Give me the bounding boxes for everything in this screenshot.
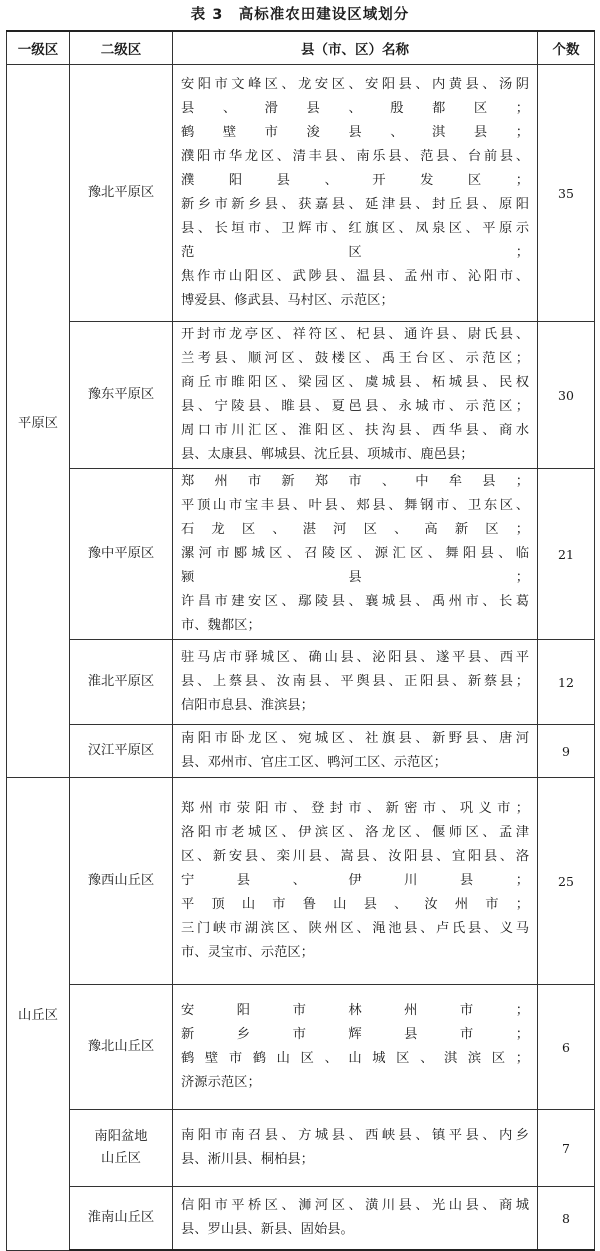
county-list-line: 县、罗山县、新县、固始县。 bbox=[181, 1222, 354, 1237]
county-list-line: 济源示范区； bbox=[181, 1075, 261, 1090]
table-row bbox=[7, 985, 595, 1110]
county-list-line: 郑州市新郑市、中牟县； bbox=[181, 474, 529, 489]
county-list-line: 县、邓州市、官庄工区、鸭河工区、示范区； bbox=[181, 755, 447, 770]
table-body bbox=[7, 65, 595, 1251]
header-count: 个数 bbox=[538, 31, 595, 65]
county-list-cell bbox=[173, 778, 538, 985]
table-row bbox=[7, 322, 595, 469]
table-row bbox=[7, 725, 595, 778]
county-list-line: 市、魏都区； bbox=[181, 618, 261, 633]
county-list-line: 区、新安县、栾川县、嵩县、汝阳县、宜阳县、洛 bbox=[181, 849, 529, 864]
count-cell: 25 bbox=[538, 778, 595, 985]
county-list-cell bbox=[173, 725, 538, 778]
header-row bbox=[7, 31, 595, 65]
county-list-line: 宁县、伊川县； bbox=[181, 873, 529, 888]
county-list-line: 信阳市息县、淮滨县； bbox=[181, 698, 314, 713]
level2-region-cell: 豫东平原区 bbox=[70, 322, 173, 469]
table-row bbox=[7, 469, 595, 640]
county-list-line: 南阳市南召县、方城县、西峡县、镇平县、内乡 bbox=[181, 1128, 529, 1143]
county-list-line: 驻马店市驿城区、确山县、泌阳县、遂平县、西平 bbox=[181, 650, 529, 665]
level1-region-cell: 平原区 bbox=[7, 65, 70, 778]
region-table bbox=[6, 30, 595, 1251]
table-row bbox=[7, 65, 595, 322]
county-list-line: 信阳市平桥区、浉河区、潢川县、光山县、商城 bbox=[181, 1198, 529, 1213]
count-cell: 9 bbox=[538, 725, 595, 778]
count-cell: 21 bbox=[538, 469, 595, 640]
county-list-line: 周口市川汇区、淮阳区、扶沟县、西华县、商水 bbox=[181, 423, 529, 438]
county-list-cell bbox=[173, 1187, 538, 1251]
county-list-line: 石龙区、湛河区、高新区； bbox=[181, 522, 529, 537]
county-list-line: 县、太康县、郸城县、沈丘县、项城市、鹿邑县； bbox=[181, 447, 474, 462]
county-list-line: 兰考县、顺河区、鼓楼区、禹王台区、示范区； bbox=[181, 351, 529, 366]
county-list-cell bbox=[173, 640, 538, 725]
county-list-line: 安阳市林州市； bbox=[181, 1003, 529, 1018]
county-list-line: 市、灵宝市、示范区； bbox=[181, 945, 314, 960]
county-list-line: 博爱县、修武县、马村区、示范区； bbox=[181, 293, 394, 308]
county-list-cell bbox=[173, 65, 538, 322]
level2-region-cell: 豫西山丘区 bbox=[70, 778, 173, 985]
header-county-names: 县（市、区）名称 bbox=[173, 31, 538, 65]
county-list-line: 南阳市卧龙区、宛城区、社旗县、新野县、唐河 bbox=[181, 731, 529, 746]
county-list-line: 新乡市新乡县、获嘉县、延津县、封丘县、原阳 bbox=[181, 197, 529, 212]
county-list-line: 漯河市郾城区、召陵区、源汇区、舞阳县、临 bbox=[181, 546, 529, 561]
level2-region-cell: 豫北山丘区 bbox=[70, 985, 173, 1110]
county-list-cell bbox=[173, 1110, 538, 1187]
table-caption: 表 3 高标准农田建设区域划分 bbox=[190, 7, 410, 23]
county-list-line: 商丘市睢阳区、梁园区、虞城县、柘城县、民权 bbox=[181, 375, 529, 390]
level2-region-name-line: 南阳盆地 bbox=[94, 1129, 148, 1144]
count-cell: 12 bbox=[538, 640, 595, 725]
level2-region-cell: 豫北平原区 bbox=[70, 65, 173, 322]
county-list-line: 新乡市辉县市； bbox=[181, 1027, 529, 1042]
level2-region-cell bbox=[70, 1110, 173, 1187]
table-row bbox=[7, 1110, 595, 1187]
county-list-line: 鹤壁市鹤山区、山城区、淇滨区； bbox=[181, 1051, 529, 1066]
county-list-line: 许昌市建安区、鄢陵县、襄城县、禹州市、长葛 bbox=[181, 594, 529, 609]
county-list-line: 濮阳市华龙区、清丰县、南乐县、范县、台前县、 bbox=[181, 149, 529, 164]
level2-region-name-line: 山丘区 bbox=[101, 1151, 141, 1166]
count-cell: 7 bbox=[538, 1110, 595, 1187]
count-cell: 30 bbox=[538, 322, 595, 469]
county-list-line: 洛阳市老城区、伊滨区、洛龙区、偃师区、孟津 bbox=[181, 825, 529, 840]
level2-region-cell: 淮南山丘区 bbox=[70, 1187, 173, 1251]
county-list-cell bbox=[173, 469, 538, 640]
level2-region-cell: 淮北平原区 bbox=[70, 640, 173, 725]
level2-region-cell: 汉江平原区 bbox=[70, 725, 173, 778]
county-list-line: 范区； bbox=[181, 245, 529, 260]
county-list-line: 郑州市荥阳市、登封市、新密市、巩义市； bbox=[181, 801, 529, 816]
county-list-line: 鹤壁市浚县、淇县； bbox=[181, 125, 529, 140]
county-list-line: 平顶山市鲁山县、汝州市； bbox=[181, 897, 529, 912]
table-row bbox=[7, 778, 595, 985]
table-row bbox=[7, 1187, 595, 1251]
county-list-line: 县、滑县、殷都区； bbox=[181, 101, 529, 116]
county-list-line: 三门峡市湖滨区、陕州区、渑池县、卢氏县、义马 bbox=[181, 921, 529, 936]
county-list-line: 焦作市山阳区、武陟县、温县、孟州市、沁阳市、 bbox=[181, 269, 529, 284]
level2-region-cell: 豫中平原区 bbox=[70, 469, 173, 640]
county-list-line: 安阳市文峰区、龙安区、安阳县、内黄县、汤阴 bbox=[181, 77, 529, 92]
county-list-line: 县、上蔡县、汝南县、平舆县、正阳县、新蔡县； bbox=[181, 674, 529, 689]
county-list-line: 县、淅川县、桐柏县； bbox=[181, 1152, 314, 1167]
level1-region-cell: 山丘区 bbox=[7, 778, 70, 1251]
county-list-cell bbox=[173, 985, 538, 1110]
county-list-line: 濮阳县、开发区； bbox=[181, 173, 529, 188]
table-row bbox=[7, 640, 595, 725]
header-level2: 二级区 bbox=[70, 31, 173, 65]
county-list-line: 县、长垣市、卫辉市、红旗区、凤泉区、平原示 bbox=[181, 221, 529, 236]
count-cell: 35 bbox=[538, 65, 595, 322]
county-list-line: 开封市龙亭区、祥符区、杞县、通许县、尉氏县、 bbox=[181, 327, 529, 342]
county-list-cell bbox=[173, 322, 538, 469]
county-list-line: 平顶山市宝丰县、叶县、郏县、舞钢市、卫东区、 bbox=[181, 498, 529, 513]
count-cell: 8 bbox=[538, 1187, 595, 1251]
county-list-line: 县、宁陵县、睢县、夏邑县、永城市、示范区； bbox=[181, 399, 529, 414]
count-cell: 6 bbox=[538, 985, 595, 1110]
header-level1: 一级区 bbox=[7, 31, 70, 65]
county-list-line: 颍县； bbox=[181, 570, 529, 585]
